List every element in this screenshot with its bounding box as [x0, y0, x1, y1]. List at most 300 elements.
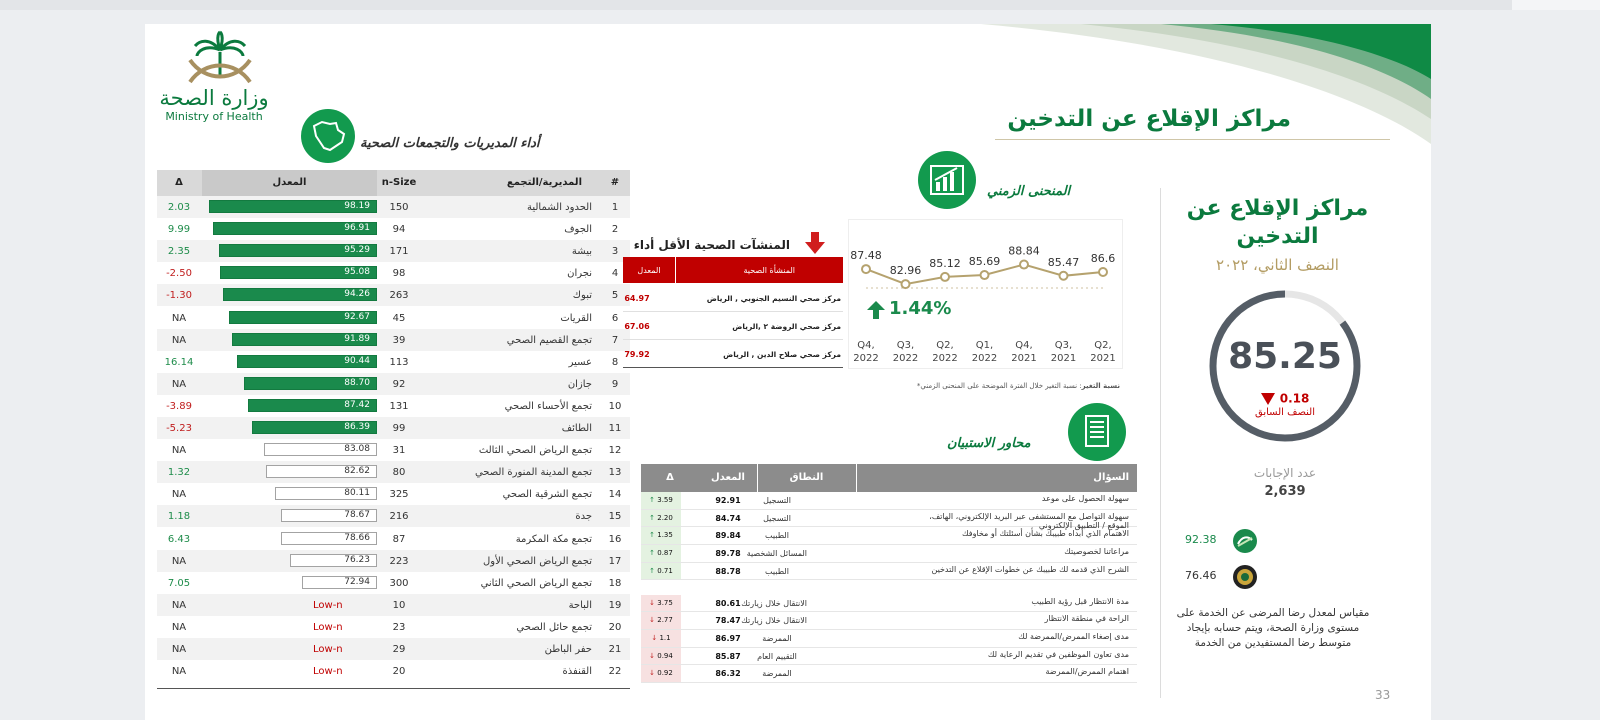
summary-change-label: النصف السابق: [1255, 407, 1315, 418]
performance-row: [157, 373, 630, 395]
moh-logo-icon: [175, 30, 265, 85]
performance-row: [157, 660, 630, 682]
performance-row: [157, 329, 630, 351]
question-domain: المسائل الشخصية: [746, 549, 807, 559]
question-change-value: 0.94: [657, 651, 673, 660]
question-text: الراحة في منطقة الانتظار: [1044, 614, 1129, 624]
row-delta: NA: [171, 378, 187, 390]
row-name: تجمع الشرقية الصحي: [502, 489, 592, 501]
row-nsize: 23: [392, 621, 406, 633]
logo-english-text: Ministry of Health: [165, 110, 263, 123]
trend-x-tick-quarter: Q3,: [1054, 340, 1073, 351]
avg-bar-label: 86.39: [344, 422, 370, 432]
summary-divider: [1160, 188, 1161, 698]
q-header-divider-2: [856, 464, 857, 492]
down-arrow-icon: [805, 232, 825, 254]
row-delta: NA: [171, 644, 187, 655]
row-name: تجمع الرياض الصحي الثالث: [478, 445, 592, 457]
avg-bar: [232, 333, 377, 346]
avg-bar-label: 87.42: [344, 399, 370, 410]
performance-row: [157, 284, 630, 306]
row-index: 17: [608, 555, 622, 567]
row-nsize: 29: [392, 644, 406, 655]
logo-arabic-text: وزارة الصحة: [159, 86, 269, 110]
row-nsize: 131: [389, 400, 409, 412]
question-avg: 86.97: [715, 633, 741, 643]
trend-x-tick-quarter: Q2,: [936, 340, 954, 351]
performance-row: [157, 307, 630, 329]
avg-bar: [229, 311, 377, 324]
performance-row: [157, 528, 630, 550]
avg-bar-label: 78.66: [344, 532, 370, 543]
row-nsize: 98: [392, 268, 406, 280]
performance-row: [157, 572, 630, 594]
row-index: 22: [608, 666, 622, 678]
lowest-facilities-header: [623, 257, 843, 283]
question-row: [641, 492, 1137, 510]
row-delta: NA: [171, 666, 187, 678]
facility-row: [623, 312, 843, 340]
row-nsize: 92: [392, 378, 406, 390]
summary-score: 85.25: [1228, 336, 1342, 377]
down-arrow-icon: ↓: [651, 633, 660, 642]
facility-avg: 67.06: [624, 322, 650, 331]
trend-data-label: 85.12: [929, 256, 961, 270]
up-arrow-icon: [867, 301, 885, 319]
avg-bar-label: 95.08: [344, 267, 370, 278]
question-change: [641, 612, 681, 629]
col-index-header: #: [610, 177, 620, 188]
trend-point: [941, 273, 949, 281]
question-domain: الممرضة: [762, 633, 792, 643]
responses-label: عدد الإجابات: [1253, 466, 1317, 480]
row-nsize: 99: [392, 423, 406, 434]
summary-title-line2: التدخين: [1236, 224, 1319, 249]
q-col-domain: النطاق: [789, 472, 824, 483]
row-name: تجمع الرياض الصحي الثاني: [480, 577, 592, 589]
benchmark-moh-value: 92.38: [1185, 533, 1217, 546]
row-delta: 9.99: [167, 224, 191, 236]
question-text: اهتمام الممرض/الممرضة: [1045, 667, 1129, 677]
avg-bar-label: 94.26: [344, 289, 370, 300]
avg-bar: [290, 554, 377, 567]
row-name: الحدود الشمالية: [527, 202, 592, 213]
question-avg: 84.74: [715, 513, 741, 523]
responses-count: 2,639: [1264, 484, 1306, 499]
avg-bar: [219, 244, 377, 257]
row-index: 20: [608, 621, 622, 633]
trend-note-text: : نسبة التغير خلال الفترة الموضحة على المنحنى الزمني: [920, 382, 1082, 390]
avg-bar-label: 90.44: [344, 355, 370, 366]
question-domain: الانتقال خلال زيارتك: [741, 616, 807, 626]
row-name: تجمع الأحساء الصحي: [504, 400, 592, 412]
row-nsize: 150: [389, 202, 409, 213]
trend-x-tick-quarter: Q3,: [896, 340, 915, 351]
avg-bar: [281, 532, 377, 545]
top-strip-right: [1512, 0, 1600, 10]
avg-bar-label: 82.62: [344, 466, 370, 477]
benchmark-gcc-value: 76.46: [1185, 569, 1217, 582]
question-change: [641, 492, 681, 509]
growth-chart-icon: [917, 150, 977, 210]
questionnaire-header: [641, 464, 1137, 492]
avg-bar-label: 78.67: [344, 510, 370, 521]
facility-row: [623, 284, 843, 312]
row-index: 2: [611, 224, 619, 236]
row-nsize: 10: [392, 599, 406, 611]
question-text: الشرح الذي قدمه لك طبيبك عن خطوات الإقلاع عن التدخين: [931, 564, 1129, 574]
row-delta: 1.32: [167, 467, 191, 479]
row-name: تجمع القصيم الصحي: [506, 334, 592, 346]
col-delta-header: Δ: [175, 177, 183, 188]
question-text: سهولة التواصل مع المستشفى عبر البريد الإلكتروني، الهاتف، الموقع / التطبيق الإلكتروني: [929, 511, 1129, 530]
trend-change-value: 1.44%: [889, 298, 952, 319]
question-domain: الممرضة: [762, 669, 792, 679]
avg-bar-label: 88.70: [344, 377, 370, 388]
q-col-delta: Δ: [666, 472, 674, 483]
q-col-avg: المعدل: [711, 472, 745, 483]
facility-avg: 79.92: [624, 350, 650, 359]
facility-row: [623, 340, 843, 368]
question-change-value: 2.20: [657, 513, 673, 522]
row-delta: 16.14: [164, 356, 194, 368]
row-index: 5: [611, 290, 619, 302]
trend-title: المنحنى الزمني: [987, 184, 1071, 199]
performance-row: [157, 483, 630, 505]
question-domain: الطبيب: [765, 531, 789, 541]
row-index: 6: [611, 312, 619, 324]
row-nsize: 45: [392, 312, 406, 324]
gcc-benchmark-icon: [1232, 564, 1258, 590]
question-change: [641, 595, 681, 612]
header-divider: [995, 139, 1390, 140]
row-name: تجمع حائل الصحي: [516, 621, 592, 633]
performance-row: [157, 395, 630, 417]
up-arrow-icon: ↑: [649, 566, 658, 575]
performance-row: [157, 351, 630, 373]
question-avg: 88.78: [715, 566, 741, 576]
row-name: تجمع الرياض الصحي الأول: [482, 555, 592, 567]
row-nsize: 263: [389, 290, 409, 302]
up-arrow-icon: ↑: [649, 531, 658, 540]
row-index: 10: [608, 400, 622, 412]
question-change-value: 1.1: [659, 633, 671, 642]
facility-name: مركز صحي صلاح الدين , الرياض: [723, 350, 841, 359]
row-index: 15: [608, 511, 622, 523]
avg-bar-label: 80.11: [344, 488, 370, 499]
trend-point: [902, 280, 910, 288]
row-name: عسير: [568, 356, 592, 368]
row-delta: NA: [171, 312, 187, 324]
summary-description: مقياس لمعدل رضا المرضى عن الخدمة على مستوى وزارة الصحة، ويتم حسابه بإيجاد متوسط رضا المستفيدين من الخدمة: [1176, 607, 1370, 649]
row-delta: -3.89: [166, 400, 192, 412]
question-change-value: 3.59: [657, 496, 673, 504]
question-change-value: 0.92: [657, 669, 673, 678]
row-index: 7: [611, 334, 619, 346]
row-index: 13: [608, 467, 622, 479]
row-low-n: Low-n: [313, 644, 343, 655]
avg-bar: [275, 487, 377, 500]
row-name: القنفذة: [562, 666, 592, 678]
trend-point: [1020, 261, 1028, 269]
row-name: الجوف: [564, 224, 592, 236]
question-change: [641, 563, 681, 580]
avg-bar-label: 92.67: [344, 311, 370, 322]
avg-bar: [252, 421, 377, 434]
question-row: [641, 595, 1137, 613]
avg-bar: [237, 355, 377, 368]
row-delta: 2.03: [167, 202, 191, 213]
lowest-facilities-title: المنشآت الصحية الأقل أداء: [633, 238, 790, 252]
avg-bar: [302, 576, 377, 589]
performance-row: [157, 439, 630, 461]
performance-row: [157, 262, 630, 284]
row-name: جدة: [575, 511, 592, 523]
trend-x-tick-year: 2021: [1050, 353, 1077, 364]
question-text: مدى تعاون الموظفين في تقديم الرعاية لك: [987, 649, 1129, 659]
row-name: القريات: [560, 312, 592, 324]
col-avg-header: المعدل: [202, 170, 377, 196]
trend-x-tick-year: 2022: [932, 353, 958, 364]
trend-note-label: نسبة التغير: [1081, 382, 1120, 390]
trend-point: [981, 271, 989, 279]
row-index: 1: [611, 202, 619, 213]
question-text: مراعاتنا لخصوصيتك: [1064, 547, 1129, 557]
question-change-value: 3.75: [657, 598, 673, 607]
row-delta: NA: [171, 599, 187, 611]
question-domain: التسجيل: [763, 496, 791, 505]
row-name: تجمع المدينة المنورة الصحي: [474, 467, 592, 479]
row-nsize: 113: [389, 356, 409, 368]
row-nsize: 87: [392, 533, 406, 545]
question-text: سهولة الحصول على موعد: [1041, 494, 1129, 503]
row-nsize: 223: [389, 555, 409, 567]
question-row: [641, 545, 1137, 563]
row-name: الطائف: [561, 423, 592, 434]
trend-x-tick-year: 2022: [853, 353, 879, 364]
summary-change-value: 0.18: [1279, 391, 1310, 406]
question-domain: الانتقال خلال زيارتك: [741, 598, 807, 608]
avg-bar-label: 91.89: [344, 333, 370, 344]
question-row: [641, 563, 1137, 581]
row-delta: 6.43: [167, 533, 191, 545]
row-index: 11: [608, 423, 622, 434]
down-arrow-icon: ↓: [649, 651, 658, 660]
row-delta: -5.23: [166, 423, 192, 434]
row-delta: NA: [171, 621, 187, 633]
row-name: جازان: [567, 378, 592, 390]
question-avg: 78.47: [715, 616, 741, 626]
questionnaire-title: محاور الاستبيان: [947, 436, 1031, 451]
performance-row: [157, 196, 630, 218]
performance-table-title: أداء المديريات والتجمعات الصحية: [360, 136, 540, 151]
trend-data-label: 85.47: [1047, 255, 1080, 269]
avg-bar: [220, 266, 377, 279]
row-low-n: Low-n: [313, 666, 343, 678]
summary-period: النصف الثاني، ٢٠٢٢: [1216, 256, 1339, 274]
row-nsize: 80: [392, 467, 406, 479]
trend-x-tick-quarter: Q4,: [1015, 340, 1033, 351]
row-delta: -1.30: [166, 290, 192, 302]
question-change: [641, 630, 681, 647]
question-row: [641, 630, 1137, 648]
question-change: [641, 545, 681, 562]
question-row: [641, 527, 1137, 545]
avg-bar-label: 83.08: [344, 444, 370, 455]
trend-data-label: 85.69: [968, 255, 1001, 269]
avg-bar: [266, 465, 377, 478]
row-index: 19: [608, 599, 622, 611]
trend-point: [1099, 268, 1107, 276]
row-index: 16: [608, 533, 622, 545]
up-arrow-icon: ↑: [649, 496, 658, 504]
row-nsize: 300: [389, 577, 409, 589]
trend-x-tick-year: 2021: [1090, 353, 1116, 364]
question-change: [641, 648, 681, 665]
avg-bar: [248, 399, 377, 412]
row-nsize: 31: [392, 445, 406, 457]
row-nsize: 216: [389, 511, 409, 523]
row-delta: NA: [171, 489, 187, 501]
avg-bar: [213, 222, 377, 235]
trend-x-tick-quarter: Q1,: [975, 340, 994, 351]
avg-bar: [281, 509, 377, 522]
question-text: مدى إصغاء الممرض/الممرضة لك: [1018, 631, 1129, 641]
question-avg: 86.32: [715, 669, 741, 679]
top-strip: [0, 0, 1600, 10]
question-change: [641, 527, 681, 544]
avg-bar-label: 76.23: [344, 554, 370, 565]
trend-data-label: 88.84: [1008, 244, 1040, 258]
trend-point: [862, 265, 870, 273]
row-delta: 2.35: [167, 246, 191, 258]
performance-table-bottom-rule: [157, 688, 630, 689]
lowest-facilities-col-facility: المنشأة الصحية: [743, 266, 795, 275]
checklist-icon: [1067, 402, 1127, 462]
trend-note-mark: *: [916, 382, 921, 390]
question-row: [641, 510, 1137, 528]
question-avg: 92.91: [715, 496, 741, 505]
row-nsize: 20: [392, 666, 406, 678]
question-domain: التسجيل: [763, 513, 791, 523]
avg-bar-label: 96.91: [344, 223, 370, 234]
trend-data-label: 82.96: [889, 264, 922, 278]
row-delta: -2.50: [166, 268, 192, 280]
row-name: حفر الباطن: [544, 644, 592, 655]
row-delta: NA: [171, 334, 187, 346]
avg-bar: [209, 200, 377, 213]
avg-bar-label: 98.19: [344, 201, 370, 211]
row-delta: 7.05: [167, 577, 191, 589]
down-arrow-icon: ↓: [649, 669, 658, 678]
trend-point: [1060, 272, 1068, 280]
row-delta: NA: [171, 445, 187, 457]
avg-bar-label: 95.29: [344, 245, 370, 256]
trend-x-tick-year: 2022: [892, 353, 919, 364]
performance-row: [157, 505, 630, 527]
row-name: تجمع مكة المكرمة: [515, 533, 592, 545]
performance-row: [157, 218, 630, 240]
col-nsize-header: n-Size: [381, 177, 417, 188]
report-page: [145, 24, 1431, 720]
question-avg: 85.87: [715, 651, 741, 661]
row-index: 9: [611, 378, 619, 390]
question-change-value: 2.77: [657, 616, 673, 625]
trend-data-label: 86.6: [1090, 252, 1116, 265]
performance-row: [157, 240, 630, 262]
trend-note: [875, 382, 1120, 390]
saudi-map-icon: [300, 108, 356, 164]
row-index: 18: [608, 577, 622, 589]
trend-x-tick-year: 2022: [971, 353, 998, 364]
row-nsize: 94: [392, 224, 406, 236]
row-name: تبوك: [572, 290, 592, 302]
down-arrow-icon: ↓: [649, 616, 658, 625]
question-row: [641, 612, 1137, 630]
row-index: 12: [608, 445, 622, 457]
lowest-facilities-header-divider: [675, 257, 676, 283]
trend-data-label: 87.48: [850, 249, 882, 263]
lowest-facilities-col-avg: المعدل: [637, 266, 661, 275]
col-name-header: المديرية/التجمع: [506, 177, 582, 188]
moh-benchmark-icon: [1232, 528, 1258, 554]
row-index: 4: [611, 268, 619, 280]
row-name: الباحة: [568, 599, 592, 611]
row-nsize: 39: [392, 334, 406, 346]
question-avg: 80.61: [715, 598, 741, 608]
facility-name: مركز صحي النسيم الجنوبي , الرياض: [706, 294, 841, 303]
row-delta: 1.18: [167, 511, 191, 523]
row-index: 14: [608, 489, 622, 501]
question-row: [641, 648, 1137, 666]
up-arrow-icon: ↑: [649, 513, 658, 522]
performance-row: [157, 550, 630, 572]
summary-change-row: [1205, 388, 1365, 404]
avg-bar: [264, 443, 377, 456]
question-domain: التقييم العام: [757, 651, 797, 661]
change-down-icon: [1261, 393, 1275, 405]
row-index: 3: [611, 246, 619, 258]
q-col-question: السؤال: [1093, 472, 1129, 483]
performance-row: [157, 461, 630, 483]
performance-table-header: [157, 170, 630, 196]
facility-name: مركز صحي الروضة ٢ ,الرياض: [732, 322, 841, 331]
performance-row: [157, 417, 630, 439]
question-text: الاهتمام الذي أبداه طبيبك بشأن أسئلتك أو مخاوفك: [962, 529, 1129, 539]
question-avg: 89.78: [715, 549, 741, 559]
facility-avg: 64.97: [624, 294, 650, 303]
trend-x-tick-quarter: Q2,: [1094, 340, 1112, 351]
row-nsize: 325: [389, 489, 409, 501]
question-change-value: 1.35: [657, 531, 673, 540]
up-arrow-icon: ↑: [649, 549, 658, 558]
performance-row: [157, 616, 630, 638]
row-index: 21: [608, 644, 622, 655]
question-change-value: 0.87: [657, 549, 673, 558]
down-arrow-icon: ↓: [649, 598, 658, 607]
page-title: مراكز الإقلاع عن التدخين: [1007, 106, 1291, 132]
question-change: [641, 665, 681, 682]
performance-row: [157, 594, 630, 616]
trend-x-tick-quarter: Q4,: [857, 340, 875, 351]
page-number: 33: [1375, 688, 1391, 702]
question-change-value: 0.71: [657, 566, 673, 575]
row-name: بيشة: [571, 246, 592, 258]
trend-x-tick-year: 2021: [1011, 353, 1037, 364]
question-text: مدة الانتظار قبل رؤية الطبيب: [1031, 596, 1129, 606]
avg-bar-label: 72.94: [344, 576, 370, 587]
row-index: 8: [611, 356, 619, 368]
